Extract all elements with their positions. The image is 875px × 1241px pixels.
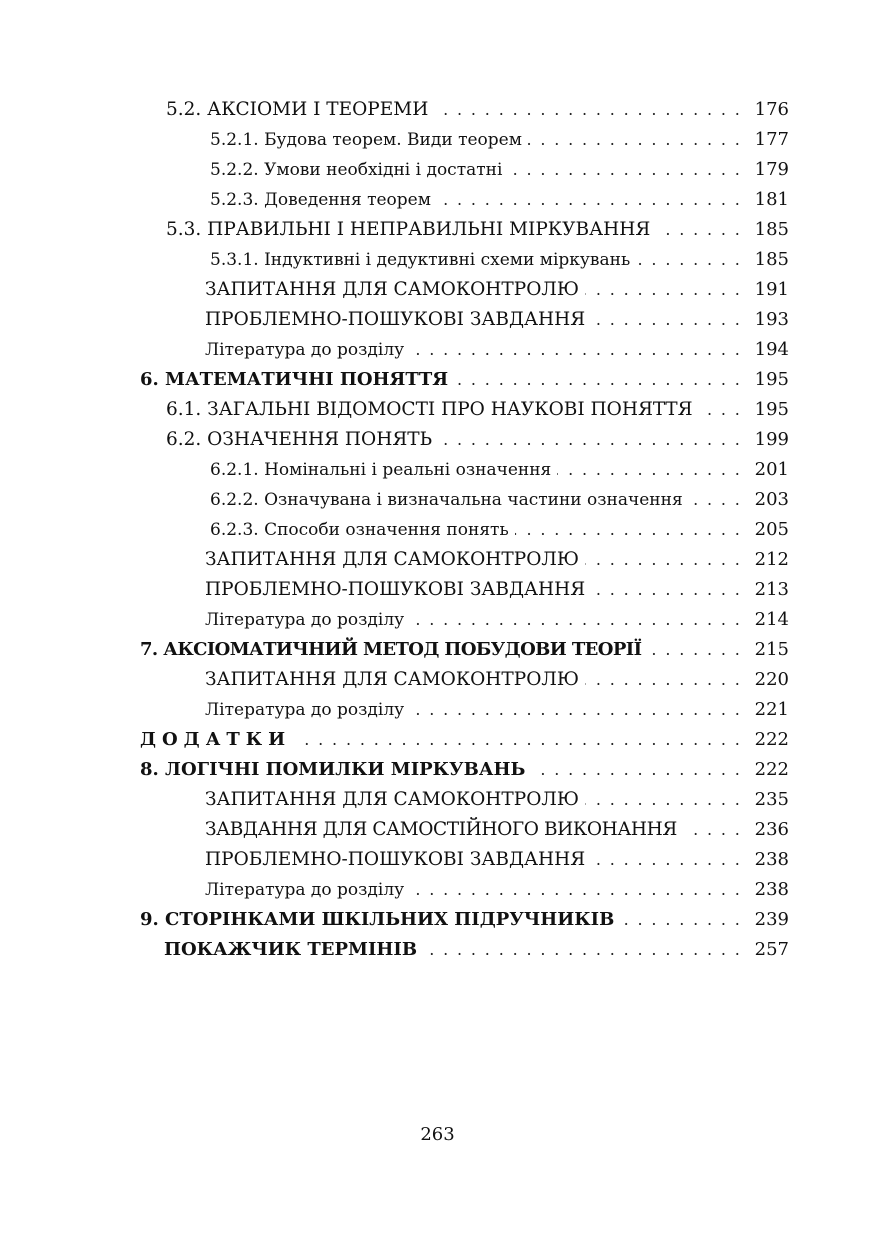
toc-entry-title: 6.1. ЗАГАЛЬНІ ВІДОМОСТІ ПРО НАУКОВІ ПОНЯТТЯ	[166, 399, 693, 420]
toc-entry-title: ЗАПИТАННЯ ДЛЯ САМОКОНТРОЛЮ	[205, 549, 579, 570]
toc-entry-title: ПРОБЛЕМНО-ПОШУКОВІ ЗАВДАННЯ	[205, 309, 586, 330]
toc-dot-leader	[689, 489, 749, 513]
toc-entry-page: 220	[754, 669, 789, 690]
page-number: 263	[420, 1124, 455, 1145]
toc-entry-title: ЗАПИТАННЯ ДЛЯ САМОКОНТРОЛЮ	[205, 669, 579, 690]
toc-entry-title: 9. СТОРІНКАМИ ШКІЛЬНИХ ПІДРУЧНИКІВ	[140, 909, 615, 930]
toc-entry-literature-8[interactable]	[140, 873, 789, 903]
toc-entry-title: 8. ЛОГІЧНІ ПОМИЛКИ МІРКУВАНЬ	[140, 759, 526, 780]
toc-dot-leader	[410, 339, 749, 363]
toc-dot-leader	[585, 789, 749, 813]
toc-dot-leader	[531, 759, 748, 783]
toc-entry-title: 5.2.3. Доведення теорем	[210, 190, 431, 210]
toc-dot-leader	[410, 609, 749, 633]
toc-entry-title: 5.2.1. Будова теорем. Види теорем	[210, 130, 522, 150]
toc-entry-page: 238	[754, 879, 789, 900]
toc-entry-6-2-3[interactable]	[140, 513, 789, 543]
toc-entry-page: 191	[754, 279, 789, 300]
toc-entry-title: ЗАПИТАННЯ ДЛЯ САМОКОНТРОЛЮ	[205, 789, 579, 810]
toc-entry-page: 212	[754, 549, 789, 570]
toc-entry-problem-tasks-5[interactable]	[140, 303, 789, 333]
toc-dot-leader	[434, 99, 748, 123]
toc-dot-leader	[585, 279, 749, 303]
toc-dot-leader	[620, 909, 748, 933]
toc-dot-leader	[423, 939, 749, 963]
toc-dot-leader	[515, 519, 749, 543]
toc-entry-5-2-2[interactable]	[140, 153, 789, 183]
toc-entry-literature-7[interactable]	[140, 693, 789, 723]
toc-entry-appendices[interactable]	[140, 723, 789, 753]
toc-entry-title: ЗАВДАННЯ ДЛЯ САМОСТІЙНОГО ВИКОНАННЯ	[205, 819, 677, 840]
toc-entry-title: ДОДАТКИ	[140, 729, 292, 750]
toc-entry-chapter-7[interactable]	[140, 633, 789, 663]
toc-entry-problem-tasks-8[interactable]	[140, 843, 789, 873]
toc-entry-title: 6. МАТЕМАТИЧНІ ПОНЯТТЯ	[140, 369, 449, 390]
toc-entry-page: 199	[754, 429, 789, 450]
toc-dot-leader	[585, 669, 749, 693]
toc-entry-page: 257	[754, 939, 789, 960]
toc-dot-leader	[591, 849, 748, 873]
toc-entry-page: 193	[754, 309, 789, 330]
toc-entry-page: 194	[754, 339, 789, 360]
toc-dot-leader	[297, 729, 749, 753]
toc-entry-page: 179	[754, 159, 789, 180]
toc-entry-title: 5.3. ПРАВИЛЬНІ І НЕПРАВИЛЬНІ МІРКУВАННЯ	[166, 219, 651, 240]
toc-dot-leader	[683, 819, 749, 843]
toc-entry-title: 5.2.2. Умови необхідні і достатні	[210, 160, 503, 180]
toc-entry-page: 181	[754, 189, 789, 210]
toc-entry-page: 222	[754, 759, 789, 780]
toc-entry-title: Література до розділу	[205, 610, 405, 630]
toc-dot-leader	[410, 699, 749, 723]
toc-entry-title: Література до розділу	[205, 340, 405, 360]
toc-entry-page: 176	[754, 99, 789, 120]
toc-entry-page: 235	[754, 789, 789, 810]
toc-entry-title: Література до розділу	[205, 700, 405, 720]
toc-entry-page: 185	[754, 219, 789, 240]
toc-entry-page: 185	[754, 249, 789, 270]
toc-dot-leader	[647, 639, 748, 663]
toc-dot-leader	[410, 879, 749, 903]
toc-entry-self-control-5[interactable]	[140, 273, 789, 303]
toc-entry-page: 215	[754, 639, 789, 660]
toc-dot-leader	[557, 459, 748, 483]
toc-entry-5-2[interactable]	[140, 93, 789, 123]
toc-entry-self-control-8[interactable]	[140, 783, 789, 813]
toc-entry-6-2-2[interactable]	[140, 483, 789, 513]
toc-entry-5-3-1[interactable]	[140, 243, 789, 273]
toc-entry-title: 7. АКСІОМАТИЧНИЙ МЕТОД ПОБУДОВИ ТЕОРІЇ	[140, 639, 642, 660]
toc-dot-leader	[528, 129, 749, 153]
toc-entry-title: ПРОБЛЕМНО-ПОШУКОВІ ЗАВДАННЯ	[205, 579, 586, 600]
toc-entry-problem-tasks-6[interactable]	[140, 573, 789, 603]
toc-dot-leader	[636, 249, 748, 273]
toc-entry-page: 213	[754, 579, 789, 600]
toc-entry-page: 201	[754, 459, 789, 480]
toc-entry-title: ЗАПИТАННЯ ДЛЯ САМОКОНТРОЛЮ	[205, 279, 579, 300]
toc-entry-literature-6[interactable]	[140, 603, 789, 633]
toc-entry-page: 221	[754, 699, 789, 720]
toc-entry-title: 6.2.1. Номінальні і реальні означення	[210, 460, 552, 480]
toc-entry-page: 239	[754, 909, 789, 930]
toc-entry-independent-tasks-8[interactable]	[140, 813, 789, 843]
toc-entry-5-2-3[interactable]	[140, 183, 789, 213]
toc-dot-leader	[585, 549, 749, 573]
table-of-contents	[140, 93, 789, 963]
toc-entry-page: 195	[754, 369, 789, 390]
toc-entry-self-control-7[interactable]	[140, 663, 789, 693]
toc-entry-title: 6.2. ОЗНАЧЕННЯ ПОНЯТЬ	[166, 429, 433, 450]
toc-entry-title: 6.2.2. Означувана і визначальна частини означення	[210, 490, 683, 510]
toc-entry-page: 177	[754, 129, 789, 150]
toc-dot-leader	[454, 369, 749, 393]
toc-entry-page: 238	[754, 849, 789, 870]
toc-entry-chapter-8[interactable]	[140, 753, 789, 783]
toc-entry-page: 205	[754, 519, 789, 540]
toc-entry-literature-5[interactable]	[140, 333, 789, 363]
toc-entry-title: ПРОБЛЕМНО-ПОШУКОВІ ЗАВДАННЯ	[205, 849, 586, 870]
toc-entry-6-2-1[interactable]	[140, 453, 789, 483]
toc-dot-leader	[508, 159, 748, 183]
toc-entry-chapter-9[interactable]	[140, 903, 789, 933]
toc-entry-page: 236	[754, 819, 789, 840]
toc-entry-page: 222	[754, 729, 789, 750]
toc-dot-leader	[699, 399, 749, 423]
toc-entry-title: 5.2. АКСІОМИ І ТЕОРЕМИ	[166, 99, 429, 120]
toc-dot-leader	[591, 579, 748, 603]
toc-dot-leader	[438, 429, 749, 453]
toc-entry-5-3[interactable]	[140, 213, 789, 243]
toc-entry-title: ПОКАЖЧИК ТЕРМІНІВ	[164, 939, 418, 960]
toc-dot-leader	[656, 219, 748, 243]
toc-entry-self-control-6[interactable]	[140, 543, 789, 573]
toc-entry-page: 195	[754, 399, 789, 420]
toc-entry-page: 214	[754, 609, 789, 630]
toc-entry-6-2[interactable]	[140, 423, 789, 453]
toc-entry-chapter-6[interactable]	[140, 363, 789, 393]
toc-entry-title: Література до розділу	[205, 880, 405, 900]
toc-entry-6-1[interactable]	[140, 393, 789, 423]
toc-entry-title: 5.3.1. Індуктивні і дедуктивні схеми міркувань	[210, 250, 631, 270]
toc-entry-page: 203	[754, 489, 789, 510]
toc-dot-leader	[437, 189, 749, 213]
toc-entry-5-2-1[interactable]	[140, 123, 789, 153]
toc-entry-title: 6.2.3. Способи означення понять	[210, 520, 509, 540]
toc-entry-index[interactable]	[140, 933, 789, 963]
toc-dot-leader	[591, 309, 748, 333]
